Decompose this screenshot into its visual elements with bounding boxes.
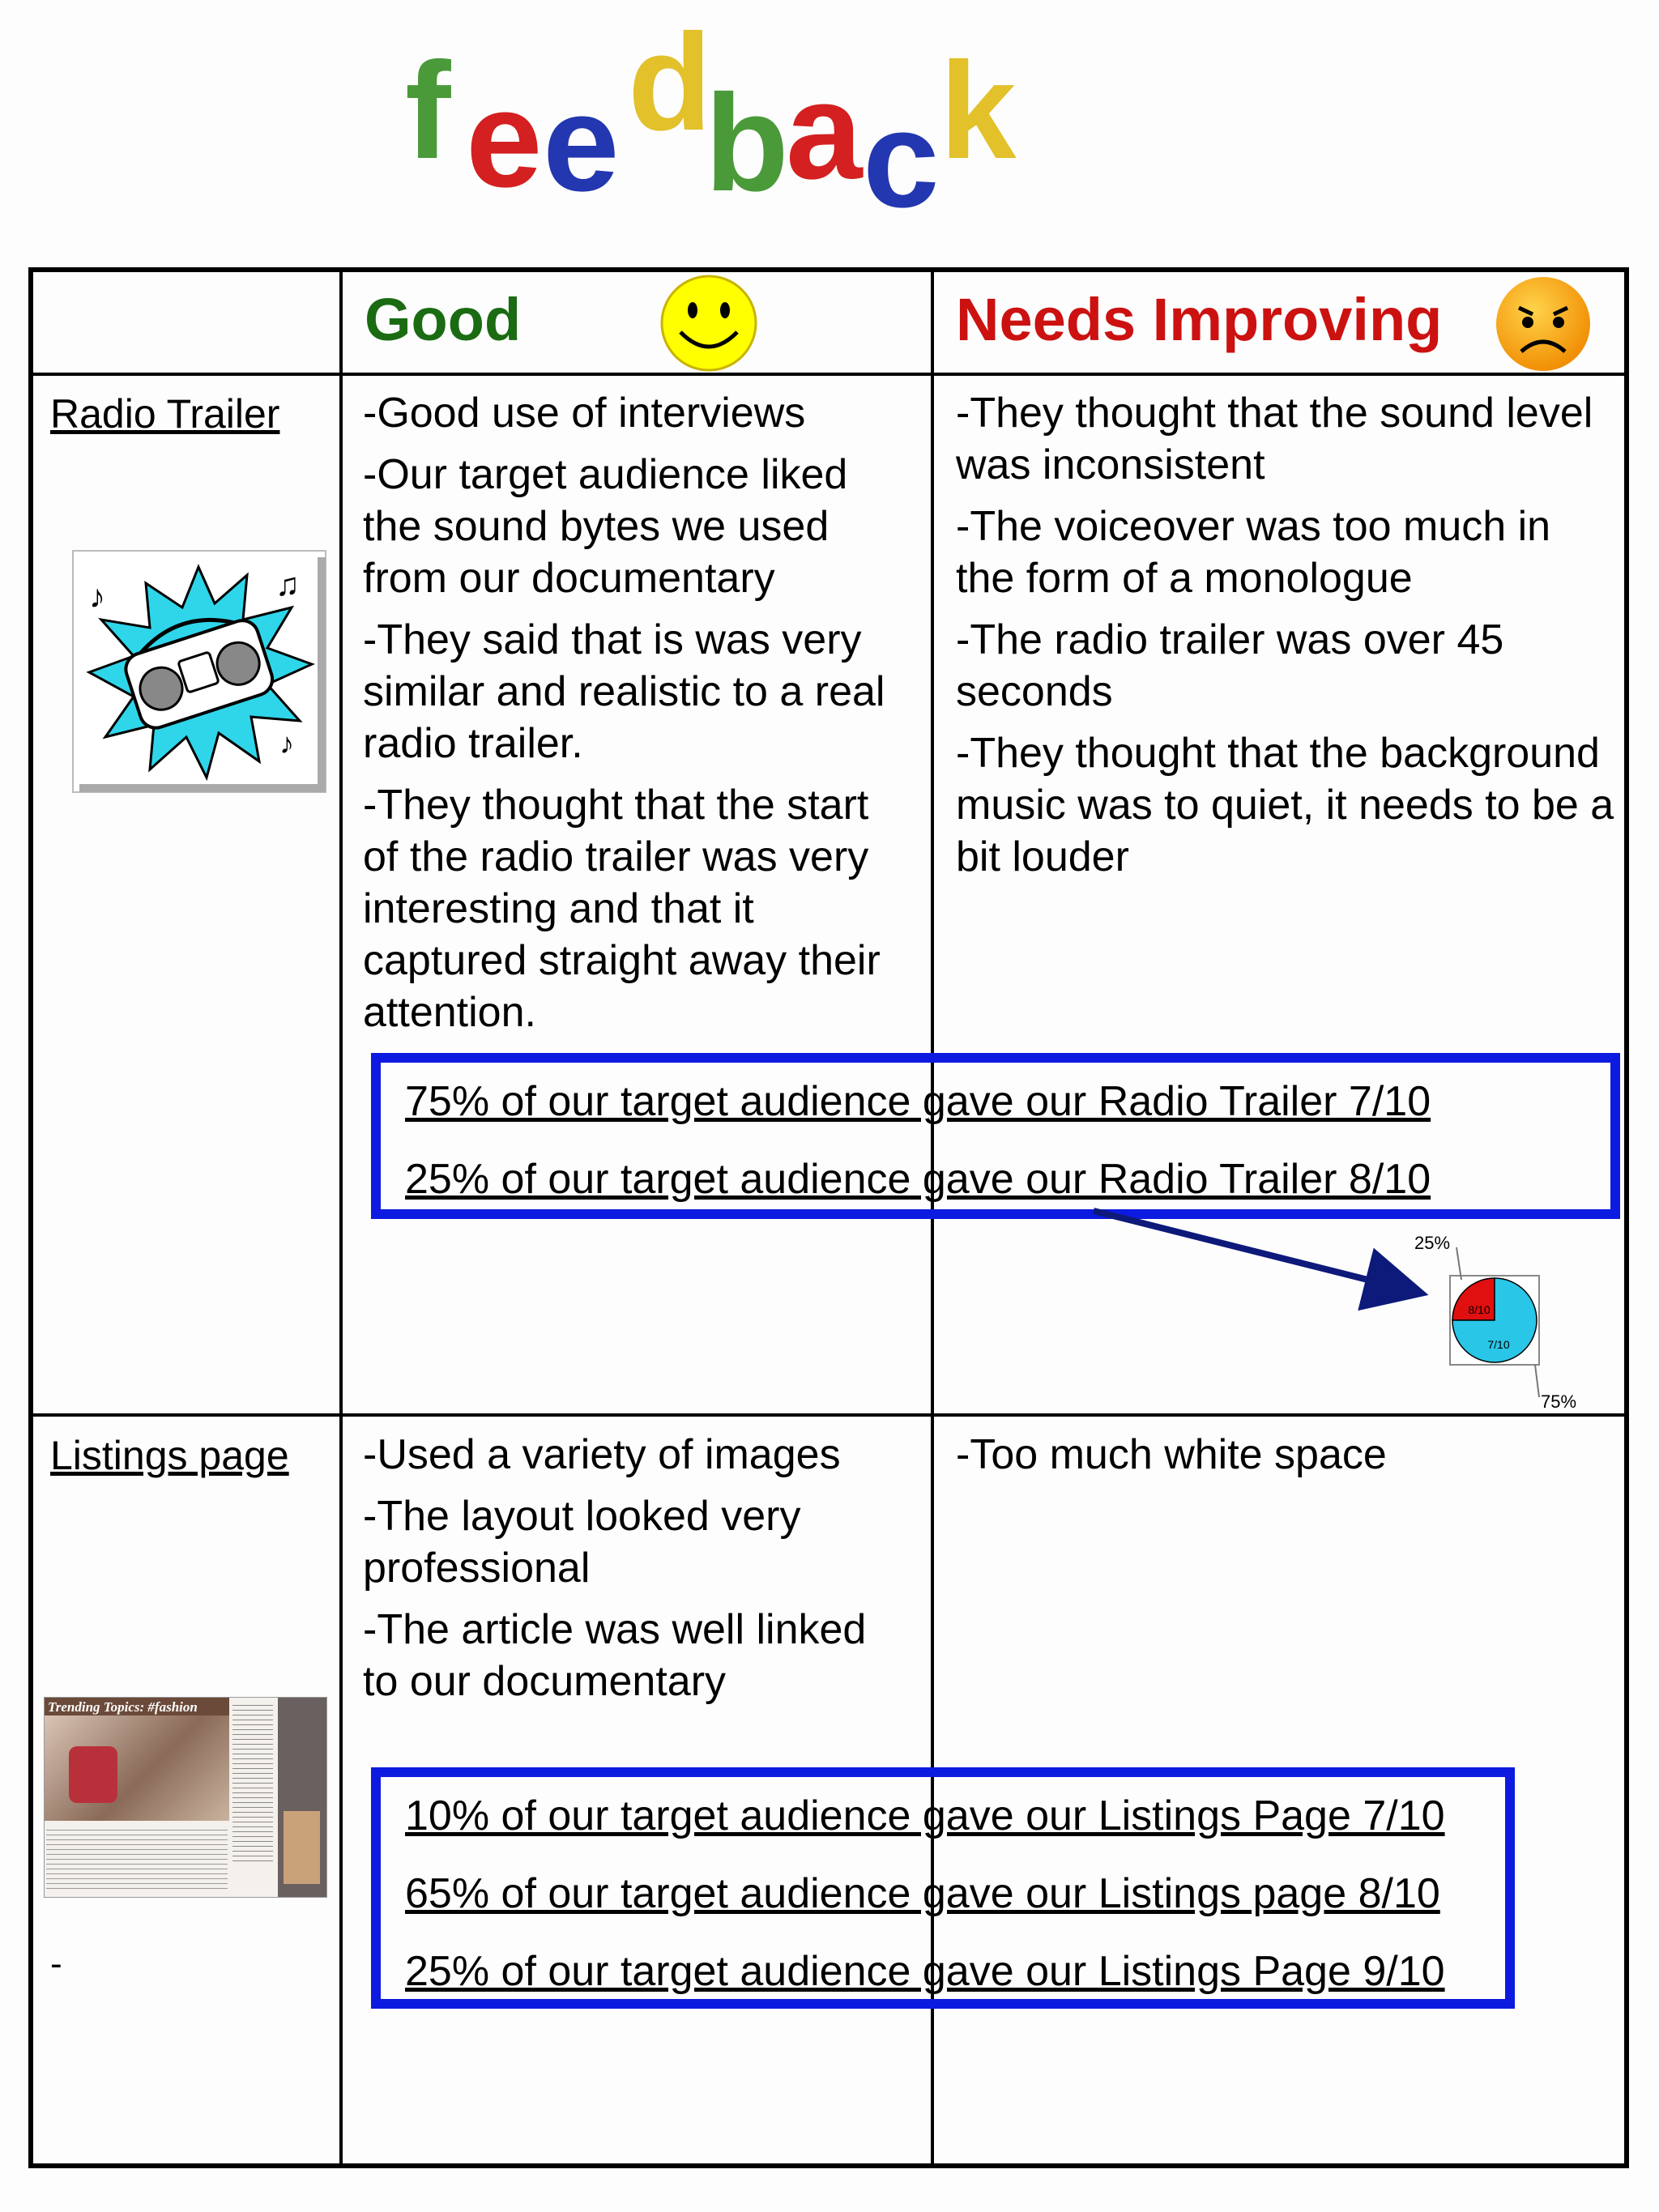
- svg-text:e: e: [466, 62, 543, 216]
- pie-slice-label-7-10: 7/10: [1487, 1338, 1510, 1351]
- svg-text:♪: ♪: [279, 727, 294, 760]
- svg-text:b: b: [705, 66, 789, 220]
- header-good: Good: [365, 286, 522, 353]
- radio-trailer-good-column: [363, 387, 906, 1048]
- thumbnail-magazine-shape: [69, 1746, 117, 1803]
- thumbnail-headline: Trending Topics: #fashion: [48, 1699, 198, 1715]
- svg-text:k: k: [940, 34, 1017, 188]
- radio-good-point: -They thought that the start of the radio trailer was very interesting and that it captured straight away their attention.: [363, 782, 881, 1036]
- listings-page-thumbnail: [44, 1697, 327, 1898]
- svg-text:♪: ♪: [89, 579, 105, 615]
- listings-score-box: [371, 1767, 1515, 2009]
- radio-trailer-score-box: [371, 1053, 1620, 1219]
- listings-score-line: 25% of our target audience gave our Listings Page 9/10: [405, 1948, 1445, 1995]
- radio-improve-point: -The radio trailer was over 45 seconds: [956, 616, 1504, 715]
- thumbnail-text-column: [232, 1701, 273, 1863]
- svg-text:♫: ♫: [275, 567, 300, 603]
- header-needs-improving: Needs Improving: [956, 286, 1443, 353]
- listings-good-column: [363, 1429, 906, 1717]
- radio-good-point: -Good use of interviews: [363, 390, 806, 437]
- thumbnail-article-text: [46, 1826, 228, 1890]
- listings-dash: -: [50, 1944, 62, 1984]
- radio-improve-point: -They thought that the background music was to quiet, it needs to be a bit louder: [956, 730, 1614, 880]
- arrow-to-pie: [1085, 1199, 1442, 1304]
- row-label-radio-trailer: Radio Trailer: [50, 391, 280, 437]
- radio-boombox-image: [73, 551, 326, 792]
- svg-text:e: e: [543, 66, 620, 220]
- radio-trailer-pie-chart: [1410, 1231, 1577, 1417]
- listings-good-point: -Used a variety of images: [363, 1431, 841, 1478]
- listings-good-point: -The layout looked very professional: [363, 1493, 801, 1592]
- listings-improve-column: [956, 1429, 1620, 1490]
- radio-score-line: 75% of our target audience gave our Radio Trailer 7/10: [405, 1078, 1431, 1125]
- radio-improve-point: -The voiceover was too much in the form of a monologue: [956, 503, 1551, 602]
- feedback-logo: [405, 6, 1134, 237]
- radio-score-line: 25% of our target audience gave our Radio Trailer 8/10: [405, 1156, 1431, 1203]
- svg-text:a: a: [786, 54, 863, 208]
- listings-improve-point: -Too much white space: [956, 1431, 1387, 1478]
- listings-good-point: -The article was well linked to our documentary: [363, 1606, 867, 1705]
- header-row-divider: [28, 373, 1629, 376]
- radio-good-point: -Our target audience liked the sound bytes we used from our documentary: [363, 451, 848, 602]
- pie-slice-label-8-10: 8/10: [1468, 1303, 1491, 1316]
- column-divider-1: [339, 267, 343, 2168]
- listings-score-line: 65% of our target audience gave our Listings page 8/10: [405, 1870, 1440, 1917]
- thumbnail-side-photo: [284, 1811, 320, 1884]
- radio-improve-point: -They thought that the sound level was inconsistent: [956, 390, 1593, 488]
- radio-trailer-improve-column: [956, 387, 1620, 893]
- listings-score-line: 10% of our target audience gave our Listings Page 7/10: [405, 1792, 1445, 1839]
- smiley-sad-icon: [1491, 274, 1596, 375]
- svg-text:d: d: [628, 6, 712, 160]
- pie-percent-label-75: 75%: [1541, 1392, 1577, 1412]
- row-divider: [28, 1413, 1629, 1417]
- svg-text:c: c: [863, 83, 940, 237]
- svg-text:f: f: [405, 34, 451, 188]
- radio-good-point: -They said that is was very similar and realistic to a real radio trailer.: [363, 616, 885, 767]
- smiley-happy-icon: [656, 274, 761, 373]
- pie-percent-label-25: 25%: [1414, 1233, 1451, 1253]
- row-label-listings-page: Listings page: [50, 1433, 289, 1478]
